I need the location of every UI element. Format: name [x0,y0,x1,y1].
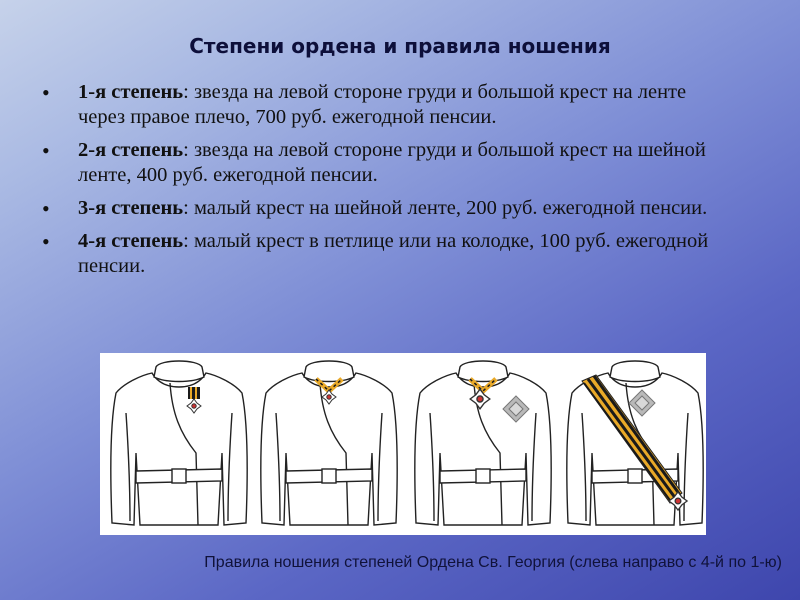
degree-description: : звезда на левой стороне груди и большой крест на ленте через правое плечо, 700 руб. ежегодной пенсии. [78,81,687,128]
degree-label: 3-я степень [78,197,184,219]
degree-list [40,80,720,287]
bullet: • [42,80,50,105]
degree-description: : малый крест в петлице или на колодке, 100 руб. ежегодной пенсии. [78,230,709,277]
uniform-2nd-degree [415,361,551,525]
list-item [40,196,720,221]
uniforms-illustration [100,353,706,535]
degree-label: 2-я степень [78,139,184,161]
uniform-1st-degree [567,361,703,525]
list-item [40,138,720,188]
bullet: • [42,196,50,221]
ribbon-bar [188,387,200,399]
list-item [40,80,720,130]
illustration-caption: Правила ношения степеней Ордена Св. Георгия (слева направо с 4-й по 1-ю) [204,554,782,571]
degree-label: 4-я степень [78,230,184,252]
degree-description: : звезда на левой стороне груди и большой крест на шейной ленте, 400 руб. ежегодной пенсии. [78,139,706,186]
slide-title: Степени ордена и правила ношения [189,34,611,58]
degree-description: : малый крест на шейной ленте, 200 руб. ежегодной пенсии. [183,197,708,219]
list-item [40,229,720,279]
bullet: • [42,138,50,163]
degree-label: 1-я степень [78,81,184,103]
bullet: • [42,229,50,254]
uniform-4th-degree [111,361,247,525]
uniform-3rd-degree [261,361,397,525]
